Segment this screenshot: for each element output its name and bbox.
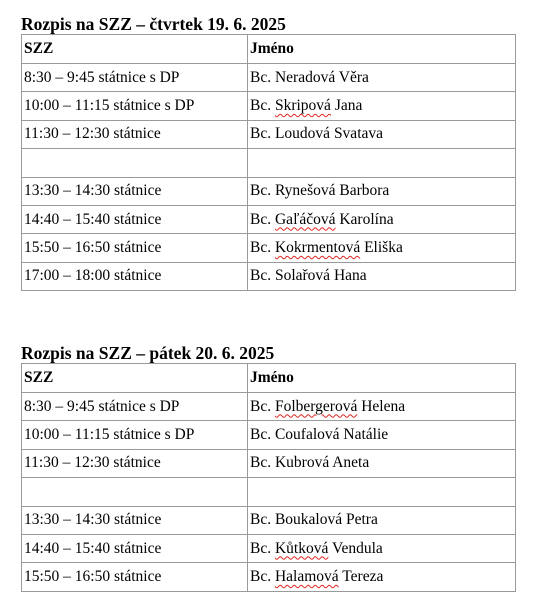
name-cell bbox=[248, 506, 516, 534]
degree-title: Bc. bbox=[250, 97, 272, 115]
column-header-szz: SZZ bbox=[22, 35, 248, 64]
time-cell: 8:30 – 9:45 státnice s DP bbox=[22, 393, 248, 421]
name-cell bbox=[248, 205, 516, 233]
time-cell: 15:50 – 16:50 státnice bbox=[22, 563, 248, 591]
table-row bbox=[22, 506, 516, 534]
time-cell bbox=[22, 149, 248, 177]
table-row bbox=[22, 64, 516, 92]
time-cell: 14:40 – 15:40 státnice bbox=[22, 534, 248, 562]
student-name: Kubrová Aneta bbox=[274, 454, 370, 472]
degree-title: Bc. bbox=[250, 454, 272, 472]
student-name: Loudová Svatava bbox=[274, 125, 384, 143]
table-row bbox=[22, 563, 516, 591]
time-cell: 17:00 – 18:00 státnice bbox=[22, 262, 248, 290]
table-header-row bbox=[22, 35, 516, 64]
degree-title: Bc. bbox=[250, 426, 272, 444]
name-cell bbox=[248, 534, 516, 562]
table-row bbox=[22, 449, 516, 477]
name-cell bbox=[248, 421, 516, 449]
name-cell bbox=[248, 120, 516, 148]
degree-title: Bc. bbox=[250, 125, 272, 143]
student-first-name: Karolína bbox=[339, 210, 394, 228]
student-surname-flagged: Kůtková bbox=[274, 539, 329, 557]
student-surname-flagged: Gaľáčová bbox=[274, 210, 336, 228]
table-row bbox=[22, 92, 516, 120]
time-cell: 13:30 – 14:30 státnice bbox=[22, 177, 248, 205]
name-cell bbox=[248, 149, 516, 177]
table-row bbox=[22, 534, 516, 562]
table-row bbox=[22, 120, 516, 148]
name-cell bbox=[248, 92, 516, 120]
student-first-name: Tereza bbox=[342, 568, 384, 586]
student-name: Neradová Věra bbox=[274, 68, 369, 86]
name-cell bbox=[248, 393, 516, 421]
name-cell bbox=[248, 478, 516, 506]
name-cell bbox=[248, 563, 516, 591]
student-name: Rynešová Barbora bbox=[274, 182, 390, 200]
student-name: Boukalová Petra bbox=[274, 511, 378, 529]
time-cell: 11:30 – 12:30 státnice bbox=[22, 120, 248, 148]
student-surname-flagged: Kokrmentová bbox=[274, 239, 361, 257]
degree-title: Bc. bbox=[250, 210, 272, 228]
time-cell: 15:50 – 16:50 státnice bbox=[22, 234, 248, 262]
student-name: Solařová Hana bbox=[274, 267, 367, 285]
name-cell bbox=[248, 234, 516, 262]
name-cell bbox=[248, 262, 516, 290]
table-header-row bbox=[22, 364, 516, 393]
time-cell: 10:00 – 11:15 státnice s DP bbox=[22, 421, 248, 449]
student-first-name: Vendula bbox=[331, 539, 383, 557]
time-cell: 14:40 – 15:40 státnice bbox=[22, 205, 248, 233]
degree-title: Bc. bbox=[250, 239, 272, 257]
time-cell: 11:30 – 12:30 státnice bbox=[22, 449, 248, 477]
degree-title: Bc. bbox=[250, 539, 272, 557]
degree-title: Bc. bbox=[250, 511, 272, 529]
student-first-name: Jana bbox=[334, 97, 363, 115]
schedule-section-thursday bbox=[21, 14, 516, 291]
table-row bbox=[22, 205, 516, 233]
schedule-section-friday bbox=[21, 343, 516, 592]
table-row bbox=[22, 421, 516, 449]
student-first-name: Helena bbox=[361, 397, 406, 415]
student-surname-flagged: Folbergerová bbox=[274, 397, 358, 415]
schedule-table bbox=[21, 34, 516, 291]
time-cell: 10:00 – 11:15 státnice s DP bbox=[22, 92, 248, 120]
name-cell bbox=[248, 64, 516, 92]
student-first-name: Eliška bbox=[364, 239, 403, 257]
degree-title: Bc. bbox=[250, 68, 272, 86]
empty-break-row bbox=[22, 478, 516, 506]
section-title: Rozpis na SZZ – pátek 20. 6. 2025 bbox=[21, 343, 275, 363]
degree-title: Bc. bbox=[250, 182, 272, 200]
column-header-name: Jméno bbox=[248, 35, 516, 64]
time-cell: 8:30 – 9:45 státnice s DP bbox=[22, 64, 248, 92]
column-header-szz: SZZ bbox=[22, 364, 248, 393]
student-name: Coufalová Natálie bbox=[274, 426, 389, 444]
time-cell: 13:30 – 14:30 státnice bbox=[22, 506, 248, 534]
section-title: Rozpis na SZZ – čtvrtek 19. 6. 2025 bbox=[21, 14, 286, 34]
table-row bbox=[22, 393, 516, 421]
table-row bbox=[22, 234, 516, 262]
column-header-name: Jméno bbox=[248, 364, 516, 393]
student-surname-flagged: Skripová bbox=[274, 97, 331, 115]
time-cell bbox=[22, 478, 248, 506]
name-cell bbox=[248, 177, 516, 205]
empty-break-row bbox=[22, 149, 516, 177]
degree-title: Bc. bbox=[250, 267, 272, 285]
student-surname-flagged: Halamová bbox=[274, 568, 339, 586]
name-cell bbox=[248, 449, 516, 477]
schedule-table bbox=[21, 363, 516, 592]
degree-title: Bc. bbox=[250, 568, 272, 586]
degree-title: Bc. bbox=[250, 397, 272, 415]
table-row bbox=[22, 177, 516, 205]
table-row bbox=[22, 262, 516, 290]
